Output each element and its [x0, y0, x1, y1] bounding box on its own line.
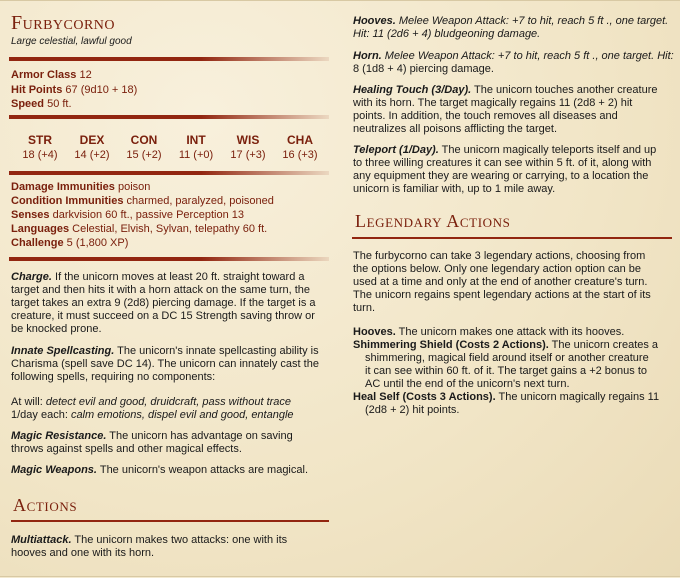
- actions-rule: [11, 520, 329, 522]
- tapered-rule: [9, 115, 329, 119]
- languages: Languages Celestial, Elvish, Sylvan, telepathy 60 ft.: [11, 223, 268, 235]
- action-multiattack: Multiattack. The unicorn makes two attacks: one with its hooves and one with its horn.: [11, 534, 288, 559]
- action-hooves: Hooves. Melee Weapon Attack: +7 to hit, reach 5 ft ., one target. Hit: 11 (2d6 + 4) bludgeoning damage.: [353, 15, 669, 40]
- ability-str: STR 18 (+4): [22, 133, 58, 161]
- ability-wis: WIS 17 (+3): [230, 133, 266, 161]
- challenge: Challenge 5 (1,800 XP): [11, 237, 129, 249]
- legendary-heal-self: Heal Self (Costs 3 Actions). The unicorn magically regains 11 (2d8 + 2) hit points.: [353, 391, 660, 416]
- armor-class: Armor Class 12: [11, 69, 92, 81]
- legendary-shimmering-shield: Shimmering Shield (Costs 2 Actions). The unicorn creates a shimmering, magical field around itself or another creature it can see within 60 ft. of it. The target gains a +2 bonus to AC until the end of the unicorn's next turn.: [353, 339, 659, 390]
- senses: Senses darkvision 60 ft., passive Perception 13: [11, 209, 244, 221]
- tapered-rule: [9, 57, 329, 61]
- trait-charge: Charge. If the unicorn moves at least 20 ft. straight toward a target and then hits it with a horn attack on the same turn, the target takes an extra 9 (2d8) piercing damage. If the target is a creature, it must succeed on a DC 15 Strength saving throw or be knocked prone.: [11, 271, 316, 335]
- action-teleport: Teleport (1/Day). The unicorn magically teleports itself and up to three willing creatures it can see within 5 ft. of it, along with any equipment they are wearing or carrying, to a location the unicorn is familiar with, up to 1 mile away.: [353, 144, 657, 195]
- ability-dex: DEX 14 (+2): [74, 133, 110, 161]
- tapered-rule: [9, 171, 329, 175]
- action-horn: Horn. Melee Weapon Attack: +7 to hit, reach 5 ft ., one target. Hit: 8 (1d8 + 4) piercing damage.: [353, 50, 674, 75]
- right-column: [340, 1, 680, 578]
- monster-type: Large celestial, lawful good: [11, 36, 132, 47]
- legendary-rule: [352, 237, 672, 239]
- ability-con: CON 15 (+2): [126, 133, 162, 161]
- action-healing-touch: Healing Touch (3/Day). The unicorn touches another creature with its horn. The target magically regains 11 (2d8 + 2) hit points. In addition, the touch removes all diseases and neutralizes all poisons afflicting the target.: [353, 84, 658, 135]
- legendary-intro: The furbycorno can take 3 legendary actions, choosing from the options below. Only one legendary action option can be used at a time and only at the end of another creature's turn. The unicorn regains spent legendary actions at the start of its turn.: [353, 250, 651, 314]
- legendary-actions-heading: Legendary Actions: [355, 211, 511, 231]
- legendary-hooves: Hooves. The unicorn makes one attack with its hooves.: [353, 326, 625, 338]
- condition-immunities: Condition Immunities charmed, paralyzed, poisoned: [11, 195, 274, 207]
- speed: Speed 50 ft.: [11, 98, 72, 110]
- damage-immunities: Damage Immunities poison: [11, 181, 151, 193]
- left-column: [0, 1, 340, 578]
- spell-list: At will: detect evil and good, druidcraft, pass without trace 1/day each: calm emotions, dispel evil and good, entangle: [11, 396, 294, 421]
- tapered-rule: [9, 257, 329, 261]
- actions-heading: Actions: [13, 495, 78, 515]
- trait-magic-weapons: Magic Weapons. The unicorn's weapon attacks are magical.: [11, 464, 308, 476]
- ability-int: INT 11 (+0): [178, 133, 214, 161]
- monster-name: Furbycorno: [11, 12, 116, 34]
- trait-innate-spellcasting: Innate Spellcasting. The unicorn's innate spellcasting ability is Charisma (spell save DC 14). The unicorn can innately cast the following spells, requiring no components:: [11, 345, 319, 383]
- hit-points: Hit Points 67 (9d10 + 18): [11, 84, 138, 96]
- trait-magic-resistance: Magic Resistance. The unicorn has advantage on saving throws against spells and other magical effects.: [11, 430, 293, 455]
- ability-cha: CHA 16 (+3): [282, 133, 318, 161]
